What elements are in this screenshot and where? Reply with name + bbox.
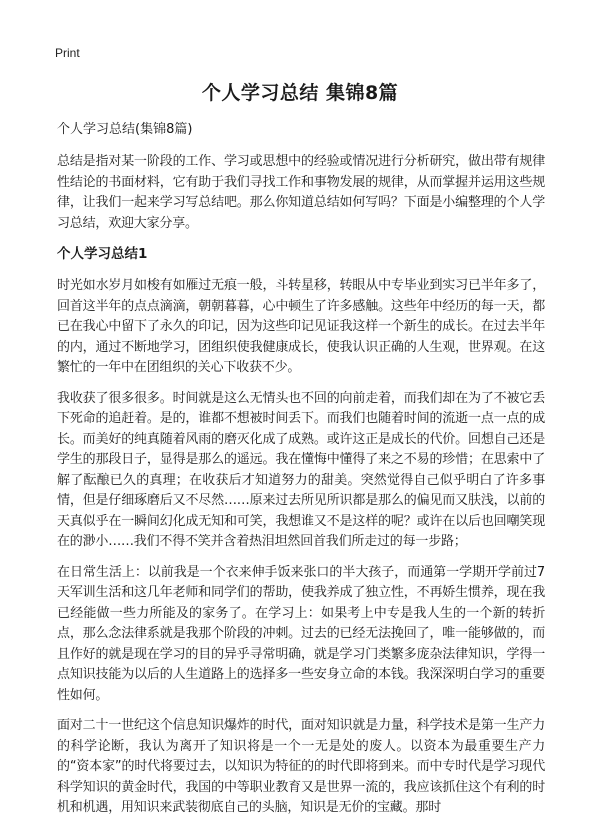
document-subtitle: 个人学习总结(集锦8篇) xyxy=(57,122,193,137)
intro-paragraph: 总结是指对某一阶段的工作、学习或思想中的经验或情况进行分析研究，做出带有规律性结论的书面材料，它有助于我们寻找工作和事物发展的规律，从而掌握并运用这些规律，让我们一起来学习写总结吧。那么你知道总结如何写吗？下面是小编整理的个人学习总结，欢迎大家分享。 xyxy=(57,154,545,231)
page-title: 个人学习总结 集锦8篇 xyxy=(201,82,399,104)
body-paragraph: 面对二十一世纪这个信息知识爆炸的时代，面对知识就是力量，科学技术是第一生产力的科学论断，我认为离开了知识将是一个一无是处的废人。以资本为最重要生产力的“资本家”的时代将要过去，以知识为特征的的时代即将到来。而中专时代是学习现代科学知识的黄金时代，我国的中等职业教育又是世界一流的，我应该抓住这个有利的时机和机遇，用知识来武装彻底自己的头脑，知识是无价的宝藏。那时 xyxy=(57,718,545,815)
body-paragraph: 在日常生活上：以前我是一个衣来伸手饭来张口的半大孩子，而通第一学期开学前过7天军训生活和这几年老师和同学们的帮助，使我养成了独立性，不再娇生惯养，现在我已经能做一些力所能及的家务了。在学习上：如果考上中专是我人生的一个新的转折点，那么念法律系就是我那个阶段的冲刺。过去的已经无法挽回了，唯一能够做的，而且作好的就是现在学习的目的异乎寻常明确，就是学习门类繁多庞杂法律知识，学得一点知识技能为以后的人生道路上的选择多一些安身立命的本钱。我深深明白学习的重要性如何。 xyxy=(57,564,545,703)
document-body xyxy=(57,120,545,829)
body-paragraph: 我收获了很多很多。时间就是这么无情头也不回的向前走着，而我们却在为了不被它丢下死命的追赶着。是的，谁都不想被时间丢下。而我们也随着时间的流逝一点一点的成长。而美好的纯真随着风雨的磨灭化成了成熟。或许这正是成长的代价。回想自己还是学生的那段日子，显得是那么的遥远。我在懂悔中懂得了来之不易的珍惜；在思索中了解了酝酿已久的真理；在收获后才知道努力的甜美。突然觉得自己似乎明白了许多事情，但是仔细琢磨后又不尽然……原来过去所见所识都是那么的偏见而又肤浅，以前的天真似乎在一瞬间幻化成无知和可笑，我想谁又不是这样的呢？或许在以后也回嘲笑现在的渺小……我们不得不笑并含着热泪坦然回首我们所走过的每一步路； xyxy=(57,390,545,549)
print-label: Print xyxy=(55,46,80,60)
section-heading: 个人学习总结1 xyxy=(57,246,148,262)
body-paragraph: 时光如水岁月如梭有如雁过无痕一般，斗转星移，转眼从中专毕业到实习已半年多了，回首这半年的点点滴滴，朝朝暮暮，心中顿生了许多感触。这些年中经历的每一天，都已在我心中留下了永久的印记，因为这些印记见证我这样一个新生的成长。在过去半年的内，通过不断地学习，团组织使我健康成长，使我认识正确的人生观，世界观。在这繁忙的一年中在团组织的关心下收获不少。 xyxy=(57,278,545,375)
